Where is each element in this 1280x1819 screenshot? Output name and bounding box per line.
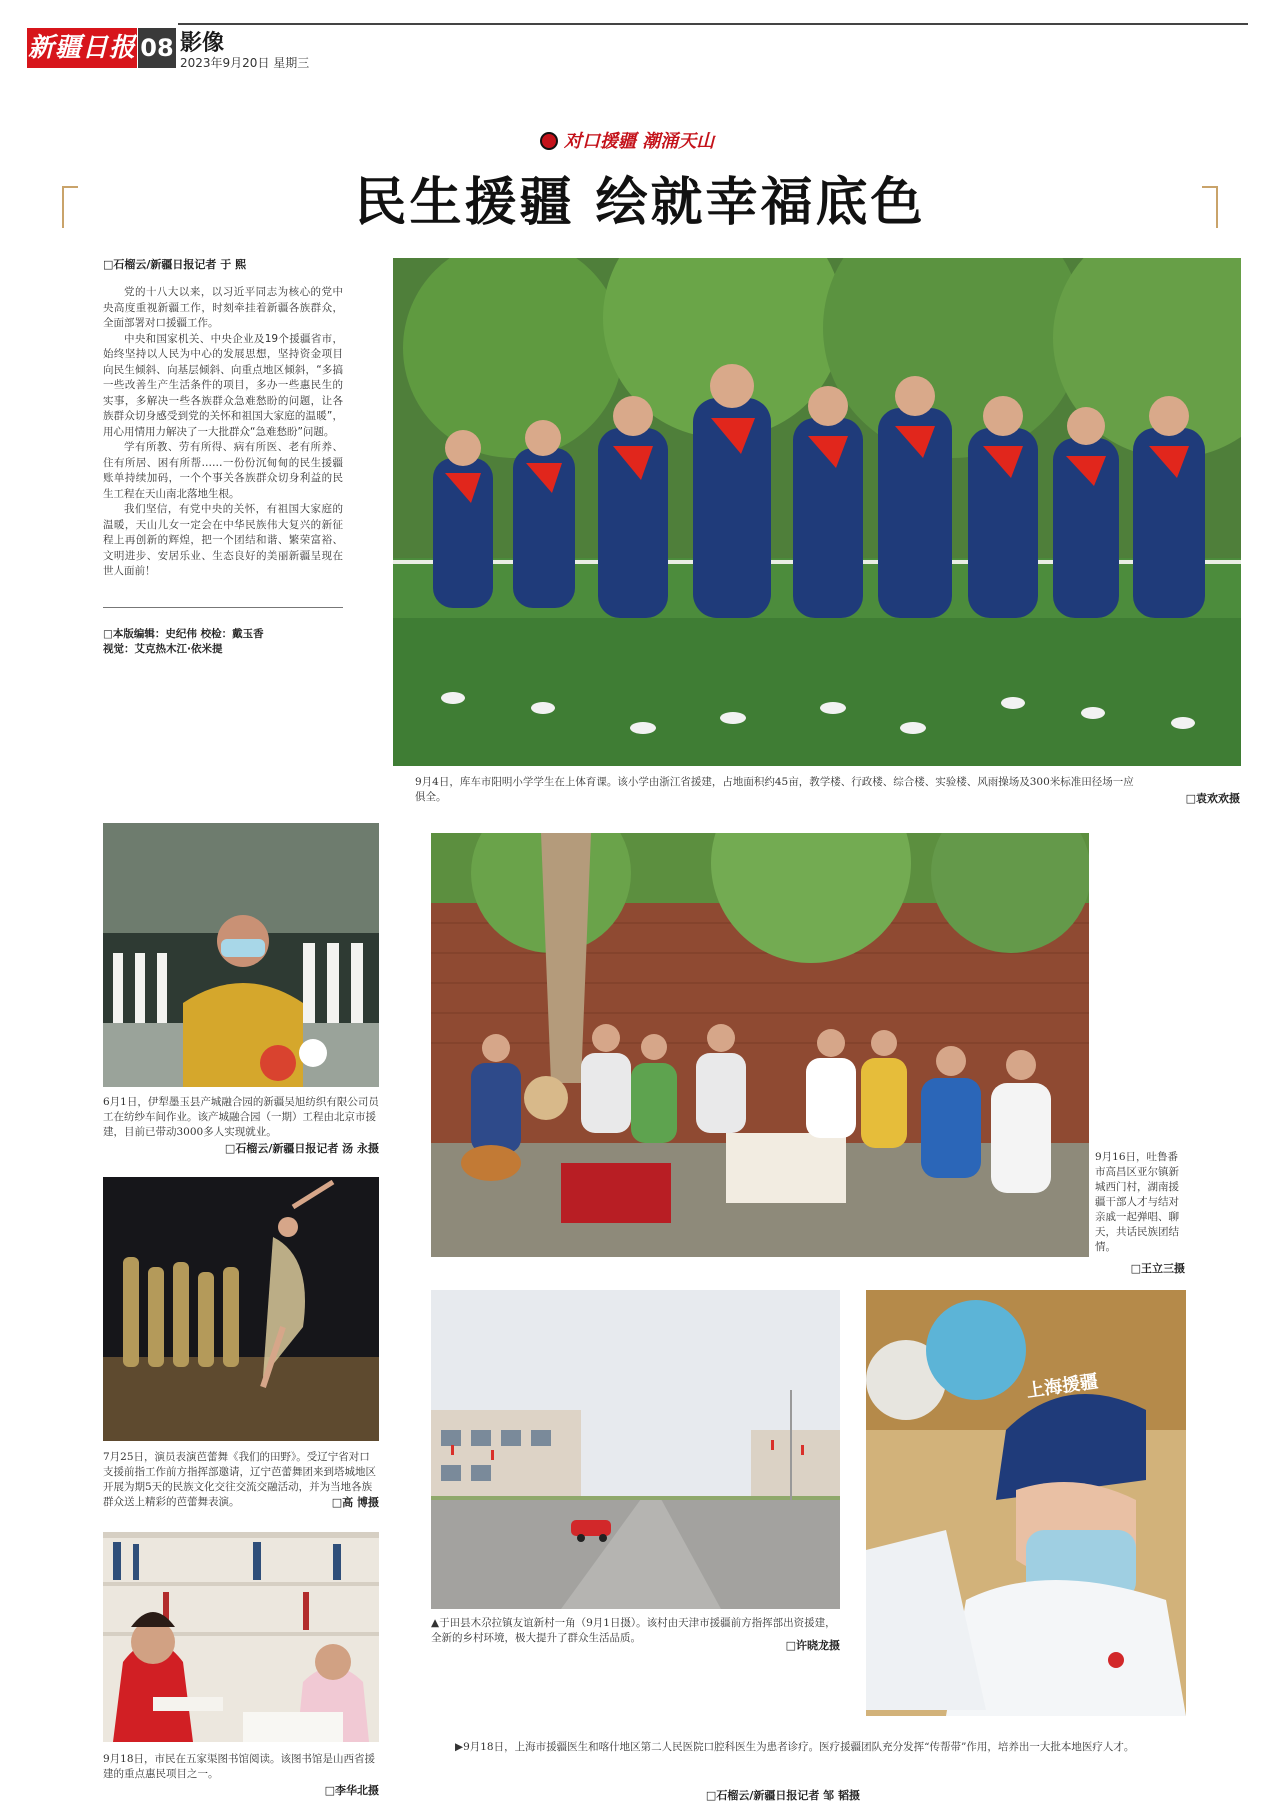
editors-line: □本版编辑：史纪伟 校检：戴玉香 (103, 628, 264, 640)
photo-students-running (393, 258, 1241, 766)
credit-factory: □石榴云/新疆日报记者 汤 永摄 (224, 1142, 379, 1155)
right-bracket-ornament (1202, 186, 1218, 228)
kicker-emblem-icon (540, 132, 558, 150)
kicker-text: 对口援疆 潮涌天山 (564, 131, 715, 152)
credit-doctor: □石榴云/新疆日报记者 邹 韬摄 (705, 1789, 860, 1802)
designer-line: 视觉：艾克热木江·依米提 (103, 643, 223, 655)
article-paragraph: 中央和国家机关、中央企业及19个援疆省市，始终坚持以人民为中心的发展思想，坚持资金项目向民生倾斜、向基层倾斜、向重点地区倾斜，“多搞一些改善生产生活条件的项目，多办一些惠民生的实事，多解决一些各族群众急难愁盼的问题，让各族群众切身感受到党的关怀和祖国大家庭的温暖”，用心用情用力解决了一大批群众“急难愁盼”问题。 (103, 332, 343, 438)
caption-students: 9月4日，库车市阳明小学学生在上体育课。该小学由浙江省援建，占地面积约45亩，教学楼、行政楼、综合楼、实验楼、风雨操场及300米标准田径场一应俱全。 (415, 776, 1134, 803)
kicker (540, 127, 714, 153)
section-name: 影像 (180, 31, 225, 56)
article-paragraph: 党的十八大以来，以习近平同志为核心的党中央高度重视新疆工作，时刻牵挂着新疆各族群众，全面部署对口援疆工作。 (103, 286, 343, 329)
article-byline: □石榴云/新疆日报记者 于 熙 (103, 258, 247, 271)
credit-library: □李华北摄 (324, 1784, 379, 1797)
credit-street: □许晓龙摄 (785, 1639, 840, 1652)
credit-ballet: □高 博摄 (331, 1496, 379, 1509)
photo-ballet (103, 1177, 379, 1441)
credit-students: □袁欢欢摄 (1185, 792, 1240, 805)
photo-village-street (431, 1290, 840, 1609)
newspaper-logo: 新疆日报 (27, 28, 137, 68)
photo-dental-doctor (866, 1290, 1186, 1716)
credit-courtyard: □王立三摄 (1130, 1262, 1185, 1275)
article-body (103, 285, 343, 580)
caption-courtyard: 9月16日，吐鲁番市高昌区亚尔镇新城西门村，湖南援疆干部人才与结对亲戚一起弹唱、聊天，共话民族团结情。 (1095, 1151, 1179, 1253)
cap-badge-text: 上海援疆 (1025, 1371, 1100, 1402)
caption-library: 9月18日，市民在五家渠图书馆阅读。该图书馆是山西省援建的重点惠民项目之一。 (103, 1753, 376, 1780)
caption-street: ▲于田县木尕拉镇友谊新村一角（9月1日摄）。该村由天津市援疆前方指挥部出资援建，全新的乡村环境，极大提升了群众生活品质。 (431, 1617, 836, 1644)
masthead-rule (178, 23, 1248, 25)
caption-factory: 6月1日，伊犁墨玉县产城融合园的新疆吴旭纺织有限公司员工在纺纱车间作业。该产城融合园（一期）工程由北京市援建，目前已带动3000多人实现就业。 (103, 1096, 379, 1138)
page-number: 08 (138, 28, 176, 68)
caption-ballet: 7月25日，演员表演芭蕾舞《我们的田野》。受辽宁省对口支援前指工作前方指挥部邀请，辽宁芭蕾舞团来到塔城地区开展为期5天的民族文化交往交流交融活动，并为当地各族群众送上精彩的芭蕾舞表演。 (103, 1451, 376, 1508)
left-bracket-ornament (62, 186, 78, 228)
article-paragraph: 学有所教、劳有所得、病有所医、老有所养、住有所居、困有所帮……一份份沉甸甸的民生援疆账单持续加码，一个个事关各族群众切身利益的民生工程在天山南北落地生根。 (103, 441, 343, 500)
photo-textile-factory (103, 823, 379, 1087)
article-divider (103, 607, 343, 608)
article-paragraph: 我们坚信，有党中央的关怀，有祖国大家庭的温暖，天山儿女一定会在中华民族伟大复兴的新征程上再创新的辉煌，把一个团结和谐、繁荣富裕、文明进步、安居乐业、生态良好的美丽新疆呈现在世人面前！ (103, 503, 343, 577)
headline: 民生援疆 绘就幸福底色 (354, 172, 926, 233)
photo-library (103, 1532, 379, 1742)
editors-credit (103, 627, 343, 657)
issue-date: 2023年9月20日 星期三 (180, 56, 310, 70)
caption-doctor: ▶9月18日，上海市援疆医生和喀什地区第二人民医院口腔科医生为患者诊疗。医疗援疆团队充分发挥“传帮带”作用，培养出一大批本地医疗人才。 (455, 1741, 1135, 1753)
photo-courtyard-gathering (431, 833, 1089, 1257)
